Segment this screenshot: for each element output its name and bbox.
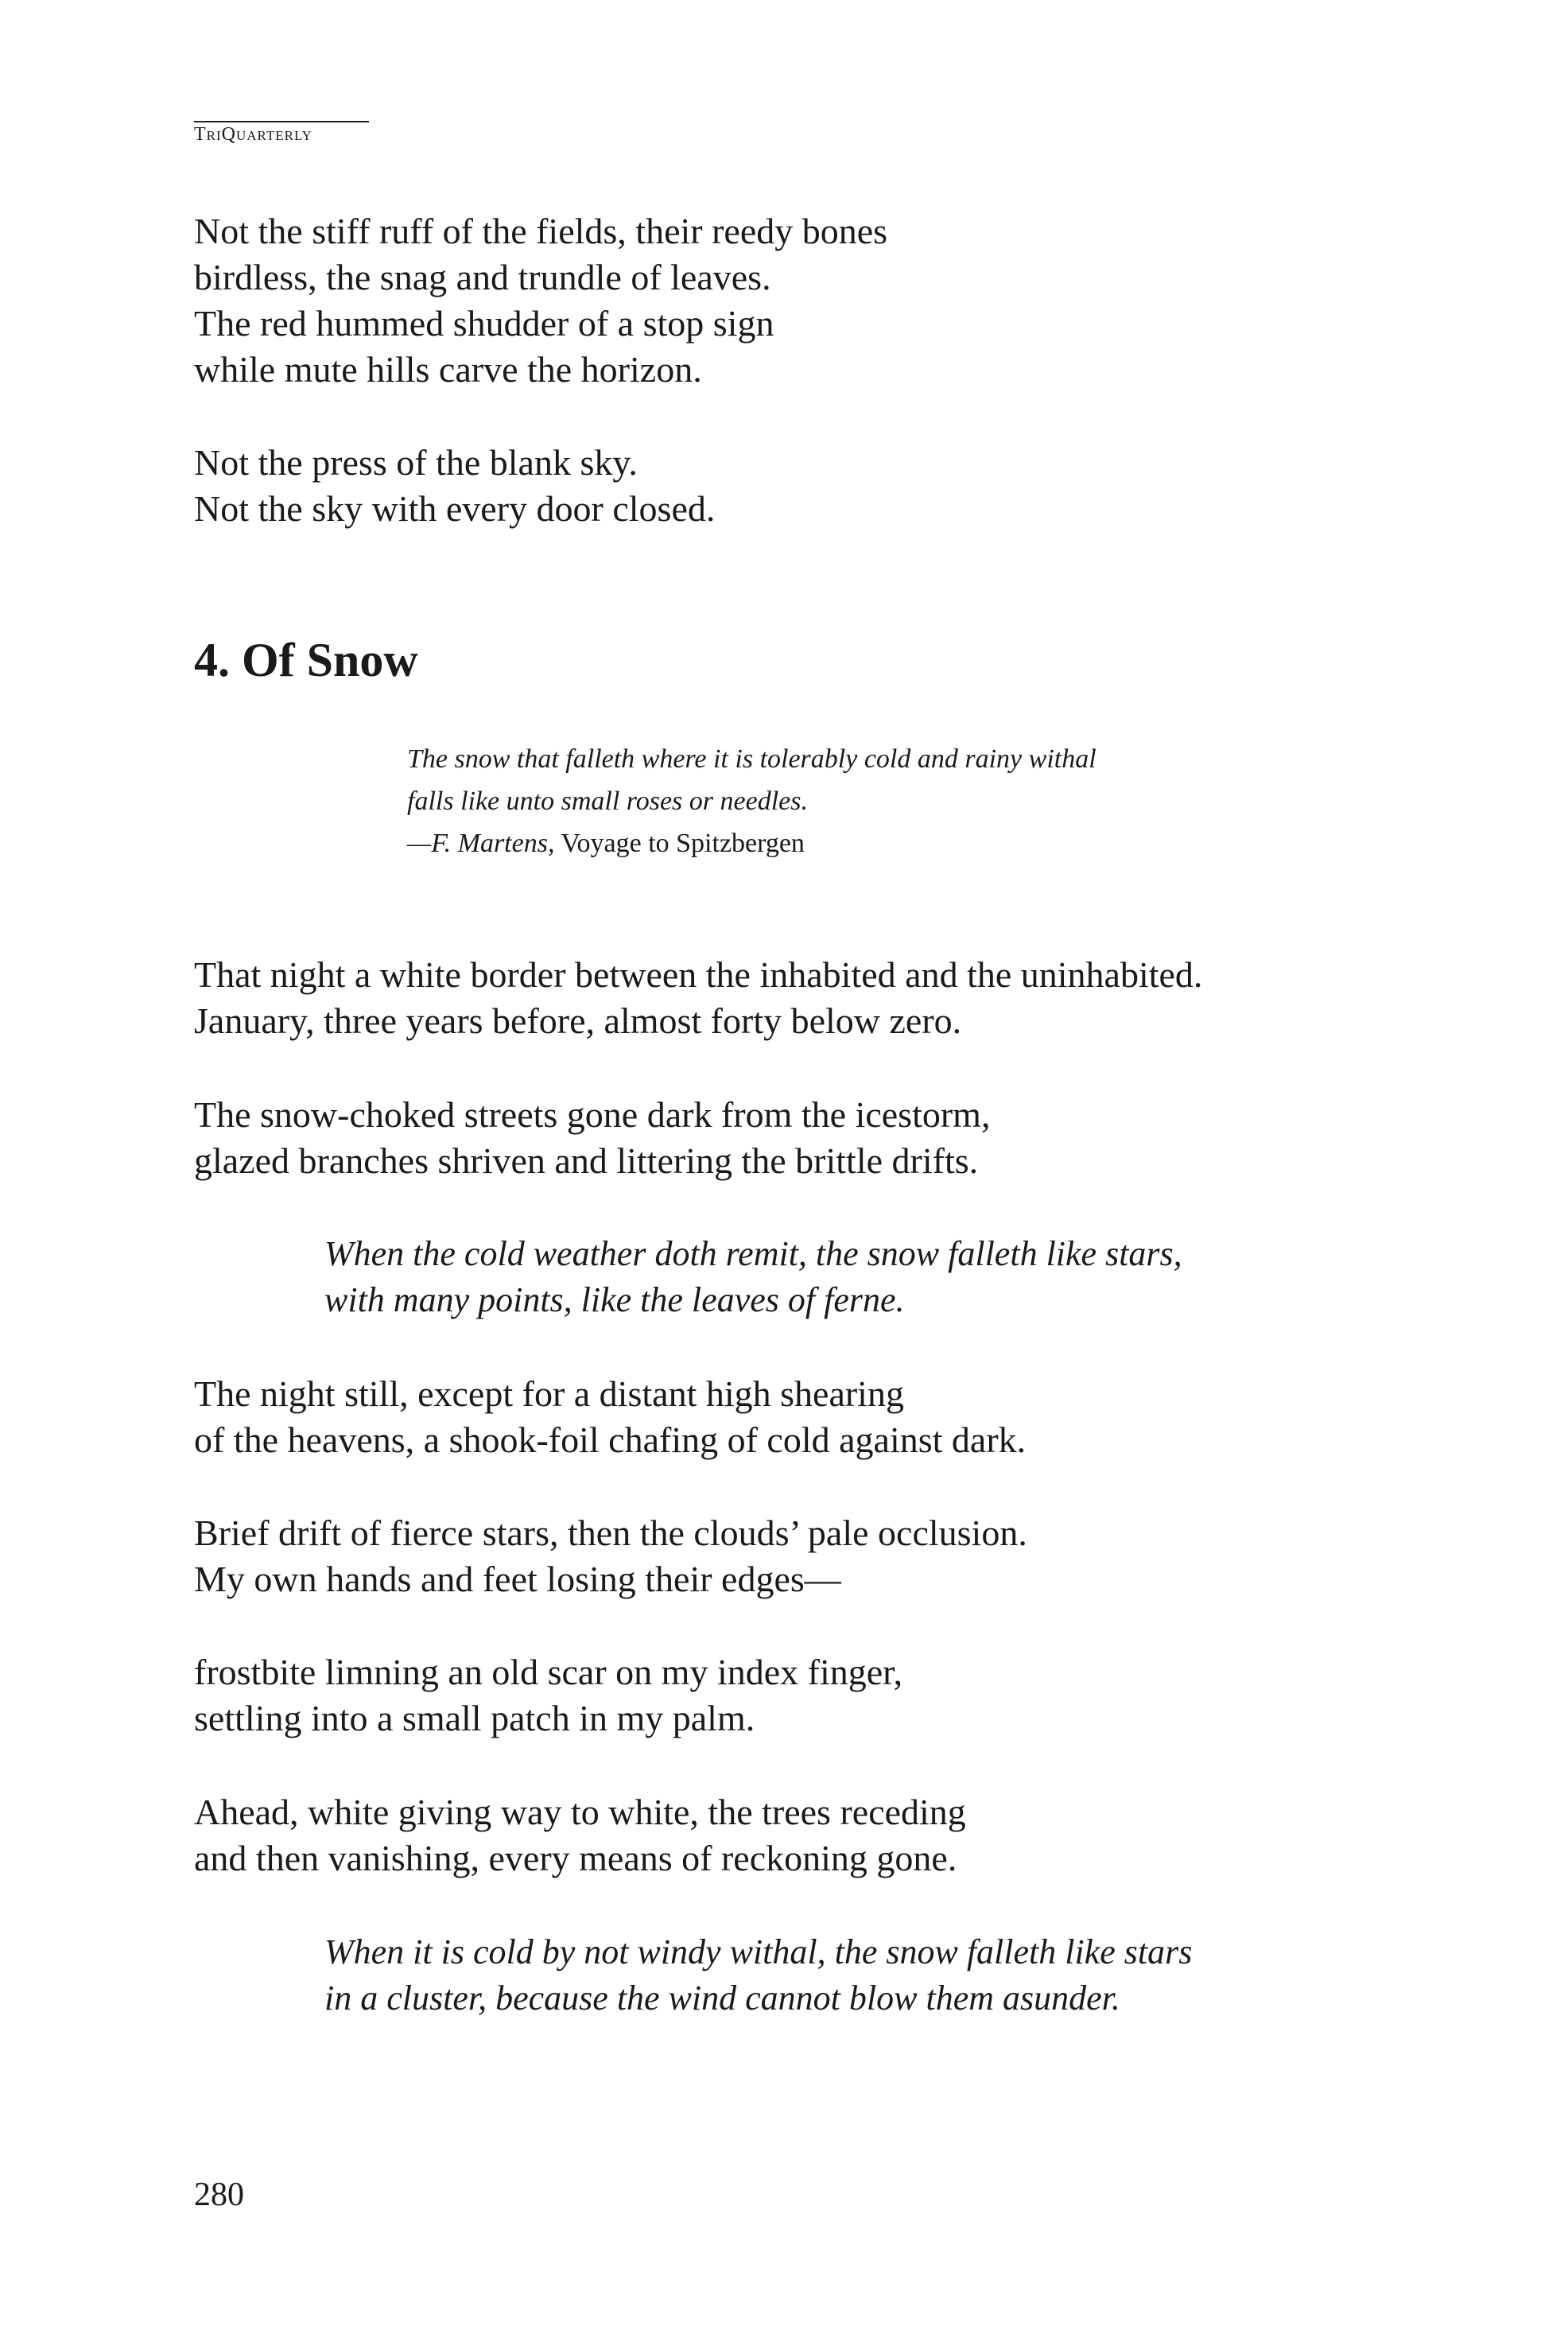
poem-line: Brief drift of fierce stars, then the clouds’ pale occlusion. xyxy=(194,1513,1027,1553)
poem-line: The night still, except for a distant high shearing xyxy=(194,1373,904,1414)
stanza-3 xyxy=(194,952,1202,1044)
poem-line: My own hands and feet losing their edges— xyxy=(194,1559,841,1599)
stanza-5 xyxy=(194,1371,1026,1463)
poem-line: Ahead, white giving way to white, the trees receding xyxy=(194,1792,966,1832)
poem-line: glazed branches shriven and littering the brittle drifts. xyxy=(194,1140,979,1181)
poem-line: birdless, the snag and trundle of leaves. xyxy=(194,257,771,297)
epigraph-line: falls like unto small roses or needles. xyxy=(407,786,808,816)
stanza-2 xyxy=(194,440,715,532)
poem-line: The snow-choked streets gone dark from the icestorm, xyxy=(194,1094,991,1135)
running-head: TriQuarterly xyxy=(194,121,369,146)
quote-line: When it is cold by not windy withal, the snow falleth like stars xyxy=(324,1932,1193,1971)
poem-line: Not the press of the blank sky. xyxy=(194,442,638,483)
stanza-4 xyxy=(194,1092,990,1184)
section-title: 4. Of Snow xyxy=(194,634,418,686)
poem-line: January, three years before, almost forty below zero. xyxy=(194,1000,962,1041)
poem-line: Not the stiff ruff of the fields, their reedy bones xyxy=(194,211,888,251)
stanza-6 xyxy=(194,1510,1027,1602)
poem-line: frostbite limning an old scar on my index finger, xyxy=(194,1652,903,1692)
poem-line: That night a white border between the inhabited and the uninhabited. xyxy=(194,954,1203,995)
epigraph-author: —F. Martens, xyxy=(407,829,555,858)
page-number: 280 xyxy=(194,2177,244,2213)
epigraph xyxy=(407,738,1096,864)
epigraph-work: Voyage to Spitzbergen xyxy=(554,829,805,858)
stanza-1 xyxy=(194,208,887,393)
poem-line: of the heavens, a shook-foil chafing of cold against dark. xyxy=(194,1419,1027,1460)
italic-quote-2 xyxy=(324,1929,1192,2021)
italic-quote-1 xyxy=(324,1231,1182,1323)
quote-line: in a cluster, because the wind cannot blow them asunder. xyxy=(324,1979,1120,2017)
poem-line: and then vanishing, every means of reckoning gone. xyxy=(194,1838,957,1878)
poem-line: Not the sky with every door closed. xyxy=(194,488,716,529)
epigraph-line: The snow that falleth where it is tolerably cold and rainy withal xyxy=(407,744,1096,774)
poem-line: The red hummed shudder of a stop sign xyxy=(194,303,774,344)
epigraph-attribution xyxy=(407,822,1096,864)
stanza-8 xyxy=(194,1789,966,1882)
poem-line: settling into a small patch in my palm. xyxy=(194,1698,755,1738)
quote-line: When the cold weather doth remit, the snow falleth like stars, xyxy=(324,1234,1182,1273)
poem-line: while mute hills carve the horizon. xyxy=(194,349,702,390)
stanza-7 xyxy=(194,1649,902,1742)
quote-line: with many points, like the leaves of ferne. xyxy=(324,1280,905,1319)
